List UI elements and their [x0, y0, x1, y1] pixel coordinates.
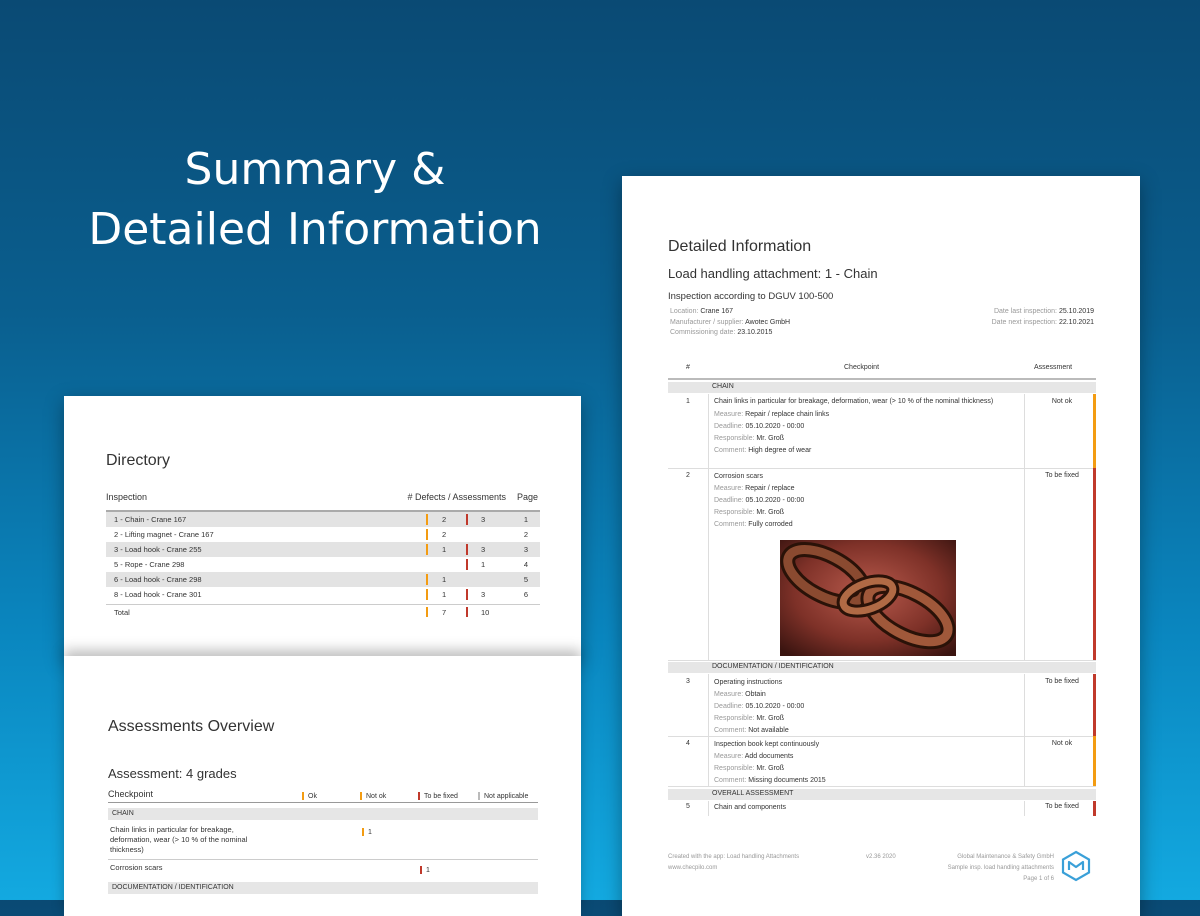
field-label: Measure: [714, 691, 744, 698]
row-name: 6 - Load hook - Crane 298 [114, 575, 202, 584]
table-row[interactable] [668, 801, 1096, 816]
row-measure [714, 483, 1019, 495]
detail-location [670, 308, 733, 315]
field-value: Mr. Groß [756, 765, 785, 772]
legend-to-be-fixed [418, 792, 458, 800]
field-value: High degree of wear [748, 447, 812, 454]
col-defects: # Defects / Assessments [407, 492, 506, 502]
col-checkpoint: Checkpoint [844, 364, 880, 371]
row-responsible [714, 433, 1019, 445]
detail-section-overall [668, 789, 1096, 800]
count-value: 1 [368, 828, 372, 836]
field-value: Repair / replace [745, 485, 795, 492]
field-label: Manufacturer / supplier: [670, 319, 744, 326]
footer-version: v2.36 2020 [866, 854, 896, 860]
field-value: Missing documents 2015 [748, 777, 826, 784]
table-row[interactable] [106, 572, 540, 587]
row-name: 3 - Load hook - Crane 255 [114, 545, 202, 554]
divider [1024, 736, 1025, 786]
detail-next-inspection [992, 319, 1094, 326]
total-label: Total [114, 608, 130, 617]
footer-sample: Sample insp. load handling attachments [947, 865, 1054, 871]
table-row[interactable] [106, 542, 540, 557]
table-row[interactable] [106, 557, 540, 572]
row-text: Operating instructions [714, 679, 783, 686]
detail-standard: Inspection according to DGUV 100-500 [668, 291, 834, 302]
row-comment [714, 775, 1019, 787]
field-value: Mr. Groß [756, 715, 785, 722]
field-value: Not available [748, 727, 789, 734]
field-label: Measure: [714, 485, 744, 492]
field-label: Date last inspection: [993, 308, 1057, 315]
overview-item-1-count [362, 828, 372, 836]
row-assessment: Not ok [1051, 740, 1073, 747]
assessments-marker [466, 607, 468, 617]
field-label: Comment: [714, 727, 747, 734]
field-label: Responsible: [714, 715, 755, 722]
field-value: 23.10.2015 [737, 329, 773, 336]
row-assessments: 3 [481, 515, 486, 524]
row-assessments: 3 [481, 545, 486, 554]
legend-label: Not ok [366, 792, 387, 800]
section-label: CHAIN [112, 810, 134, 817]
row-num: 5 [686, 803, 690, 810]
section-label: DOCUMENTATION / IDENTIFICATION [712, 663, 834, 670]
assessments-marker [466, 559, 468, 570]
field-label: Responsible: [714, 435, 755, 442]
row-page: 3 [523, 545, 528, 554]
headline-line-1: Summary & [184, 144, 446, 195]
row-text: Corrosion scars [714, 473, 764, 480]
divider [1024, 801, 1025, 816]
field-value: Awotec GmbH [745, 319, 791, 326]
row-assessment: Not ok [1051, 398, 1073, 405]
row-assessments: 1 [481, 560, 486, 569]
headline-line-2: Detailed Information [88, 204, 542, 255]
field-label: Responsible: [714, 509, 755, 516]
row-body [714, 677, 1019, 737]
legend-label: Ok [308, 792, 317, 800]
divider [708, 801, 709, 816]
directory-table [106, 510, 540, 602]
row-defects: 2 [442, 530, 447, 539]
field-value: 22.10.2021 [1058, 319, 1094, 326]
field-value: Add documents [744, 753, 794, 760]
divider [708, 736, 709, 786]
field-value: 25.10.2019 [1058, 308, 1094, 315]
section-label: DOCUMENTATION / IDENTIFICATION [112, 884, 234, 891]
overview-item-1: Chain links in particular for breakage, deformation, wear (> 10 % of the nominal thickness) [110, 825, 248, 854]
field-label: Date next inspection: [991, 319, 1057, 326]
field-value: Mr. Groß [756, 509, 785, 516]
row-body [714, 739, 1019, 787]
section-label: OVERALL ASSESSMENT [712, 790, 794, 797]
row-deadline [714, 701, 1019, 713]
divider [1024, 674, 1025, 736]
legend-not-applicable [478, 792, 528, 800]
field-label: Measure: [714, 411, 744, 418]
divider [1024, 394, 1025, 468]
row-text: Inspection book kept continuously [714, 741, 820, 748]
detail-table-header [668, 358, 1096, 380]
defects-marker [426, 529, 428, 540]
detail-subtitle: Load handling attachment: 1 - Chain [668, 266, 878, 281]
overview-col-checkpoint: Checkpoint [108, 789, 154, 799]
detailed-information-page [622, 176, 1140, 916]
row-body [714, 471, 1019, 531]
row-defects: 2 [442, 515, 447, 524]
field-value: Crane 167 [700, 308, 734, 315]
detail-section-documentation [668, 662, 1096, 673]
table-row[interactable] [106, 512, 540, 527]
table-row[interactable] [106, 527, 540, 542]
row-num: 2 [686, 472, 690, 479]
legend-not-ok [360, 792, 386, 800]
row-page: 1 [523, 515, 528, 524]
field-label: Location: [670, 308, 699, 315]
field-label: Deadline: [714, 497, 744, 504]
divider [108, 802, 538, 803]
row-defects: 1 [442, 590, 447, 599]
row-num: 4 [686, 740, 690, 747]
field-label: Comment: [714, 447, 747, 454]
row-assessments: 3 [481, 590, 486, 599]
table-row[interactable] [668, 736, 1096, 787]
row-responsible [714, 713, 1019, 725]
field-value: Repair / replace chain links [745, 411, 830, 418]
row-name: 2 - Lifting magnet - Crane 167 [114, 530, 214, 539]
footer-url[interactable]: www.checpilo.com [668, 865, 718, 871]
legend-label: Not applicable [484, 792, 529, 800]
row-comment [714, 445, 1019, 457]
row-deadline [714, 421, 1019, 433]
field-value: Fully corroded [748, 521, 793, 528]
divider [708, 674, 709, 736]
field-value: 05.10.2020 - 00:00 [745, 423, 805, 430]
defects-marker [426, 607, 428, 617]
overview-title: Assessments Overview [108, 718, 275, 735]
defects-marker [426, 589, 428, 600]
row-assessment: To be fixed [1045, 678, 1079, 685]
row-page: 5 [523, 575, 528, 584]
table-row[interactable] [668, 674, 1096, 737]
total-assessments: 10 [481, 608, 490, 617]
row-responsible [714, 507, 1019, 519]
count-value: 1 [426, 866, 430, 874]
table-row[interactable] [668, 468, 1096, 661]
row-measure [714, 689, 1019, 701]
row-num: 1 [686, 398, 690, 405]
field-label: Deadline: [714, 423, 744, 430]
field-value: 05.10.2020 - 00:00 [745, 703, 805, 710]
row-defects: 1 [442, 575, 447, 584]
row-responsible [714, 763, 1019, 775]
overview-item-2-count [420, 866, 430, 874]
row-page: 6 [523, 590, 528, 599]
footer-page: Page 1 of 6 [1023, 876, 1054, 882]
field-value: Mr. Groß [756, 435, 785, 442]
overview-section-chain [108, 808, 538, 820]
field-label: Comment: [714, 521, 747, 528]
status-bar [1093, 736, 1096, 786]
footer-company: Global Maintenance & Safety GmbH [957, 854, 1054, 860]
assessments-marker [466, 514, 468, 525]
status-bar [1093, 468, 1096, 660]
row-body [714, 802, 1019, 814]
corroded-chain-photo[interactable] [780, 540, 956, 656]
assessments-marker [466, 544, 468, 555]
col-page: Page [516, 492, 538, 502]
field-label: Measure: [714, 753, 744, 760]
row-assessment: To be fixed [1045, 803, 1079, 810]
row-page: 4 [523, 560, 528, 569]
row-name: 5 - Rope - Crane 298 [114, 560, 185, 569]
row-name: 1 - Chain - Crane 167 [114, 515, 187, 524]
divider [1024, 468, 1025, 660]
detail-title: Detailed Information [668, 238, 812, 255]
directory-title: Directory [106, 452, 171, 469]
row-page: 2 [523, 530, 528, 539]
row-deadline [714, 495, 1019, 507]
divider [108, 859, 538, 860]
detail-section-chain [668, 382, 1096, 393]
divider [708, 394, 709, 468]
directory-total-row [106, 604, 540, 619]
row-measure [714, 409, 1019, 421]
row-name: 8 - Load hook - Crane 301 [114, 590, 202, 599]
legend-label: To be fixed [424, 792, 458, 800]
field-label: Responsible: [714, 765, 755, 772]
headline [60, 140, 570, 260]
status-bar [1093, 674, 1096, 736]
row-measure [714, 751, 1019, 763]
status-bar [1093, 801, 1096, 816]
col-num: # [686, 364, 690, 371]
defects-marker [426, 574, 428, 585]
field-label: Deadline: [714, 703, 744, 710]
row-comment [714, 519, 1019, 531]
assessments-marker [466, 589, 468, 600]
field-value: Obtain [745, 691, 766, 698]
table-row[interactable] [668, 394, 1096, 469]
detail-commissioning [670, 329, 772, 336]
detail-manufacturer [670, 319, 790, 326]
field-label: Comment: [714, 777, 747, 784]
legend-ok [302, 792, 317, 800]
assessments-overview-page [64, 656, 581, 916]
directory-header [106, 492, 538, 504]
divider [708, 468, 709, 660]
field-label: Commissioning date: [670, 329, 736, 336]
row-defects: 1 [442, 545, 447, 554]
col-inspection: Inspection [106, 492, 148, 502]
row-assessment: To be fixed [1045, 472, 1079, 479]
row-num: 3 [686, 678, 690, 685]
status-bar [1093, 394, 1096, 468]
row-text: Chain and components [714, 804, 786, 811]
total-defects: 7 [442, 608, 447, 617]
directory-page [64, 396, 581, 658]
defects-marker [426, 514, 428, 525]
overview-subtitle: Assessment: 4 grades [108, 766, 237, 781]
row-text: Chain links in particular for breakage, deformation, wear (> 10 % of the nominal thickness) [714, 398, 994, 405]
detail-last-inspection [994, 308, 1094, 315]
field-value: 05.10.2020 - 00:00 [745, 497, 805, 504]
section-label: CHAIN [712, 383, 734, 390]
table-row[interactable] [106, 587, 540, 602]
row-body [714, 397, 1019, 457]
defects-marker [426, 544, 428, 555]
overview-section-documentation [108, 882, 538, 894]
overview-item-2: Corrosion scars [110, 863, 163, 872]
company-logo-icon [1060, 850, 1092, 882]
footer-created: Created with the app: Load handling Attachments [668, 854, 800, 860]
col-assessment: Assessment [1034, 364, 1073, 371]
